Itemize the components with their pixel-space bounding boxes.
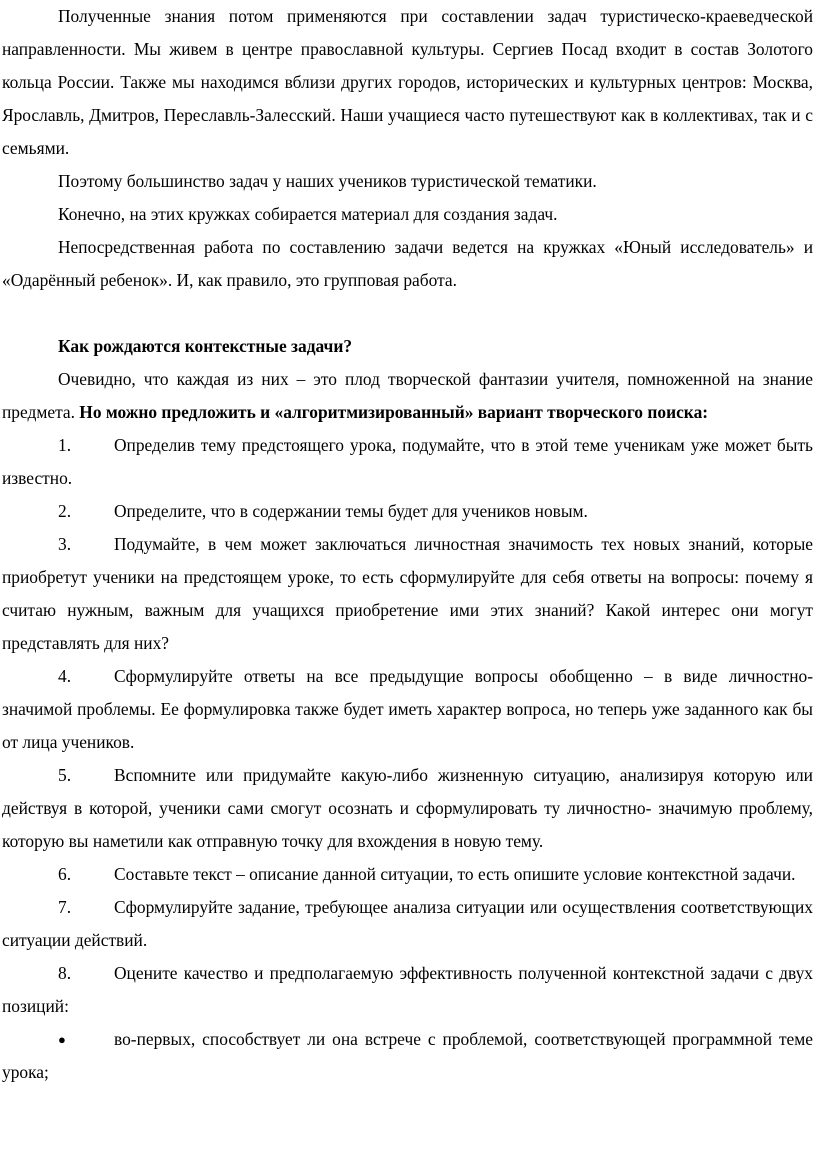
- paragraph-1: Полученные знания потом применяются при составлении задач туристическо-краеведческой направленности. Мы живем в центре православной культуры. Сергиев Посад входит в состав Золотого кольца России. Также мы находимся вблизи других городов, исторических и культурных центров: Москва, Ярославль, Дмитров, Переславль-Залесский. Наши учащиеся часто путешествуют как в коллективах, так и с семьями.: [2, 6, 813, 158]
- step-number: 3.: [58, 534, 72, 554]
- step-text: Определите, что в содержании темы будет для учеников новым.: [114, 501, 588, 521]
- bullet-icon: ●: [58, 1032, 66, 1047]
- section-heading: Как рождаются контекстные задачи?: [58, 336, 353, 356]
- step-item: [2, 660, 813, 759]
- step-number: 2.: [58, 501, 72, 521]
- step-text: Оцените качество и предполагаемую эффективность полученной контекстной задачи с двух позиций:: [2, 963, 813, 1016]
- bullet-text: во-первых, способствует ли она встрече с проблемой, соответствующей программной теме урока;: [2, 1029, 813, 1082]
- step-text: Сформулируйте задание, требующее анализа ситуации или осуществления соответствующих ситуации действий.: [2, 897, 813, 950]
- step-text: Определив тему предстоящего урока, подумайте, что в этой теме ученикам уже может быть известно.: [2, 435, 813, 488]
- step-number: 1.: [58, 435, 72, 455]
- section-intro: [2, 363, 813, 429]
- step-item: [2, 429, 813, 495]
- step-item: [2, 759, 813, 858]
- step-number: 5.: [58, 765, 72, 785]
- section-intro-text: Очевидно, что каждая из них – это плод творческой фантазии учителя, помноженной на знание предмета.: [2, 369, 813, 422]
- step-text: Сформулируйте ответы на все предыдущие вопросы обобщенно – в виде личностно-значимой проблемы. Ее формулировка также будет иметь характер вопроса, но теперь уже заданного как бы от лица учеников.: [2, 666, 813, 752]
- step-item: [2, 858, 813, 891]
- paragraph-4: Непосредственная работа по составлению задачи ведется на кружках «Юный исследователь» и «Одарённый ребенок». И, как правило, это групповая работа.: [2, 237, 813, 290]
- step-number: 7.: [58, 897, 72, 917]
- step-text: Вспомните или придумайте какую-либо жизненную ситуацию, анализируя которую или действуя в которой, ученики сами смогут осознать и сформулировать ту личностно- значимую проблему, которую вы наметили как отправную точку для вхождения в новую тему.: [2, 765, 813, 851]
- step-text: Составьте текст – описание данной ситуации, то есть опишите условие контекстной задачи.: [114, 864, 796, 884]
- paragraph-3: Конечно, на этих кружках собирается материал для создания задач.: [58, 204, 558, 224]
- bullet-item: [2, 1023, 813, 1089]
- step-number: 4.: [58, 666, 72, 686]
- step-text: Подумайте, в чем может заключаться личностная значимость тех новых знаний, которые приобретут ученики на предстоящем уроке, то есть сформулируйте для себя ответы на вопросы: почему я считаю нужным, важным для учащихся приобретение ими этих знаний? Какой интерес они могут представлять для них?: [2, 534, 813, 653]
- paragraph-2: Поэтому большинство задач у наших учеников туристической тематики.: [58, 171, 597, 191]
- blank-line: [2, 297, 813, 330]
- step-number: 6.: [58, 864, 72, 884]
- step-item: [2, 495, 813, 528]
- step-item: [2, 957, 813, 1023]
- step-number: 8.: [58, 963, 72, 983]
- step-item: [2, 528, 813, 660]
- section-intro-bold: Но можно предложить и «алгоритмизированный» вариант творческого поиска:: [79, 402, 709, 422]
- step-item: [2, 891, 813, 957]
